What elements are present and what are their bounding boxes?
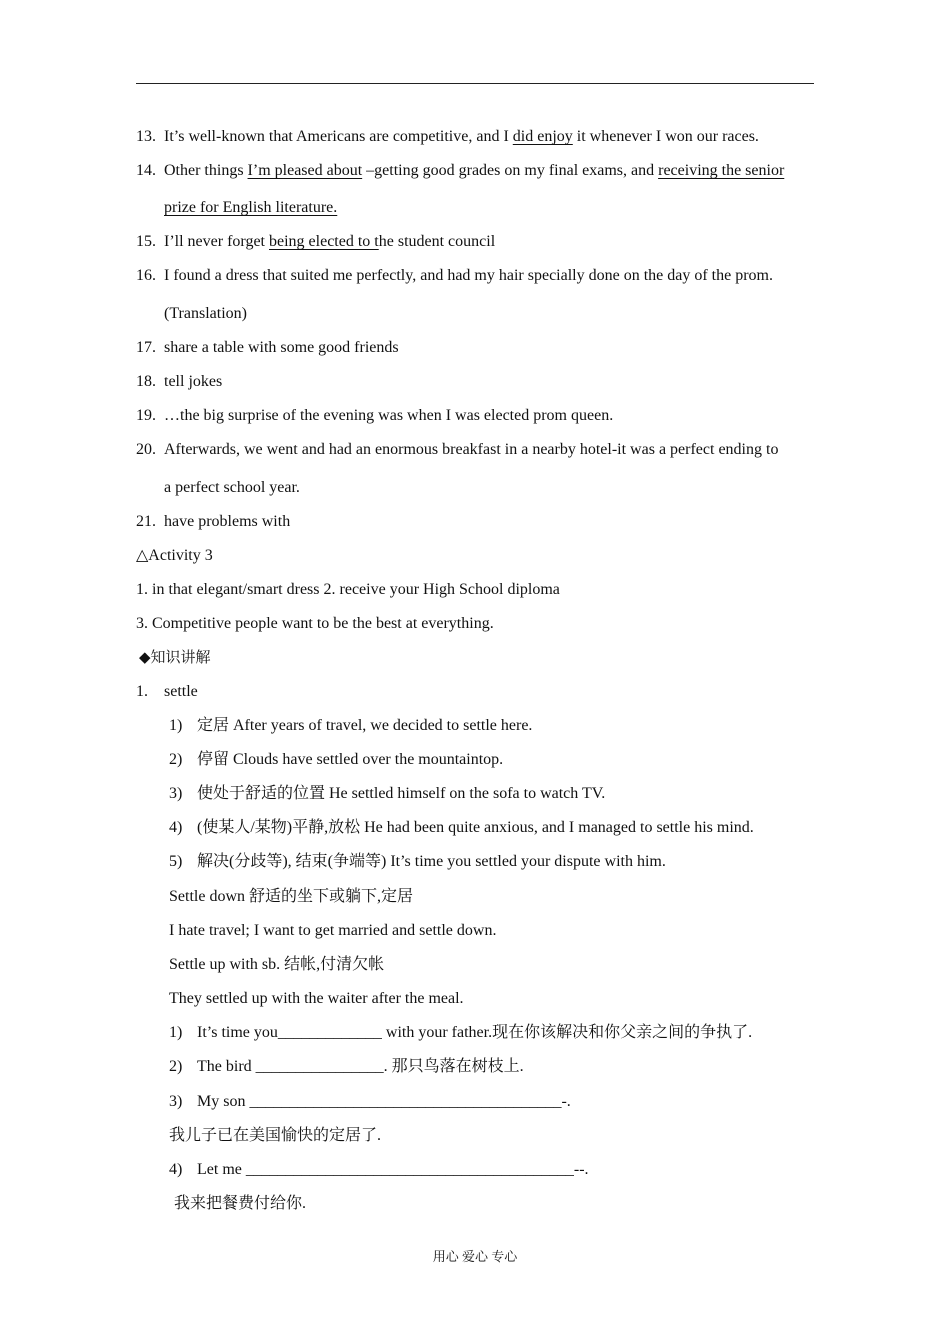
underlined-phrase: did enjoy — [512, 128, 573, 145]
sense-item: 4) (使某人/某物)平静,放松 He had been quite anxious, and I managed to settle his mind. — [169, 819, 754, 836]
item-number: 17. — [136, 339, 156, 356]
item-number: 14. — [136, 162, 156, 179]
item-number: 19. — [136, 407, 156, 424]
item-number: 18. — [136, 373, 156, 390]
sense-item: 5) 解决(分歧等), 结束(争端等) It’s time you settled your dispute with him. — [169, 853, 666, 870]
list-item-16-continuation: (Translation) — [164, 305, 247, 322]
item-number: 13. — [136, 128, 156, 145]
phrase-line: They settled up with the waiter after the meal. — [169, 990, 464, 1007]
activity-heading: △Activity 3 — [136, 547, 213, 564]
list-item-18: 18. tell jokes — [136, 373, 223, 390]
item-number: 16. — [136, 267, 156, 284]
exercise-item: 1) It’s time you_____________ with your father.现在你该解决和你父亲之间的争执了. — [169, 1024, 753, 1041]
list-item-15: 15. I’ll never forget being elected to the student council — [136, 233, 496, 250]
activity-answer-line: 3. Competitive people want to be the best at everything. — [136, 615, 494, 632]
item-number: 15. — [136, 233, 156, 250]
list-item-14-continuation: prize for English literature. — [164, 199, 338, 216]
underlined-phrase: I’m pleased about — [247, 162, 363, 179]
list-item-19: 19. …the big surprise of the evening was when I was elected prom queen. — [136, 407, 614, 424]
list-item-20: 20. Afterwards, we went and had an enormous breakfast in a nearby hotel-it was a perfect ending to — [136, 441, 779, 458]
item-number: 21. — [136, 513, 156, 530]
page-footer: 用心 爱心 专心 — [432, 1249, 518, 1264]
underlined-phrase: receiving the senior — [658, 162, 785, 179]
list-item-17: 17. share a table with some good friends — [136, 339, 399, 356]
list-item-21: 21. have problems with — [136, 513, 291, 530]
list-item-20-continuation: a perfect school year. — [164, 479, 300, 496]
exercise-translation: 我来把餐费付给你. — [174, 1195, 307, 1212]
underlined-phrase: being elected to t — [269, 233, 379, 250]
sense-item: 2) 停留 Clouds have settled over the mountaintop. — [169, 751, 504, 768]
exercise-item: 3) My son _______________________________________-. — [169, 1093, 571, 1110]
headword: settle — [164, 683, 198, 700]
header-rule — [136, 83, 814, 84]
phrase-line: I hate travel; I want to get married and settle down. — [169, 922, 497, 939]
exercise-item: 4) Let me _________________________________________--. — [169, 1161, 589, 1178]
sense-item: 3) 使处于舒适的位置 He settled himself on the sofa to watch TV. — [169, 785, 606, 802]
sense-item: 1) 定居 After years of travel, we decided to settle here. — [169, 717, 533, 734]
phrase-line: Settle down 舒适的坐下或躺下,定居 — [169, 888, 413, 905]
word-number: 1. — [136, 683, 148, 700]
exercise-item: 2) The bird ________________. 那只鸟落在树枝上. — [169, 1058, 524, 1075]
knowledge-heading: ◆知识讲解 — [139, 650, 211, 666]
item-number: 20. — [136, 441, 156, 458]
list-item-16: 16. I found a dress that suited me perfectly, and had my hair specially done on the day of the prom. — [136, 267, 773, 284]
list-item-13: 13. It’s well-known that Americans are competitive, and I did enjoy it whenever I won our races. — [136, 128, 759, 145]
phrase-line: Settle up with sb. 结帐,付清欠帐 — [169, 956, 385, 973]
list-item-14: 14. Other things I’m pleased about –getting good grades on my final exams, and receiving the senior — [136, 162, 785, 179]
activity-answer-line: 1. in that elegant/smart dress 2. receive your High School diploma — [136, 581, 560, 598]
word-entry — [136, 682, 198, 702]
exercise-translation: 我儿子已在美国愉快的定居了. — [169, 1127, 382, 1144]
